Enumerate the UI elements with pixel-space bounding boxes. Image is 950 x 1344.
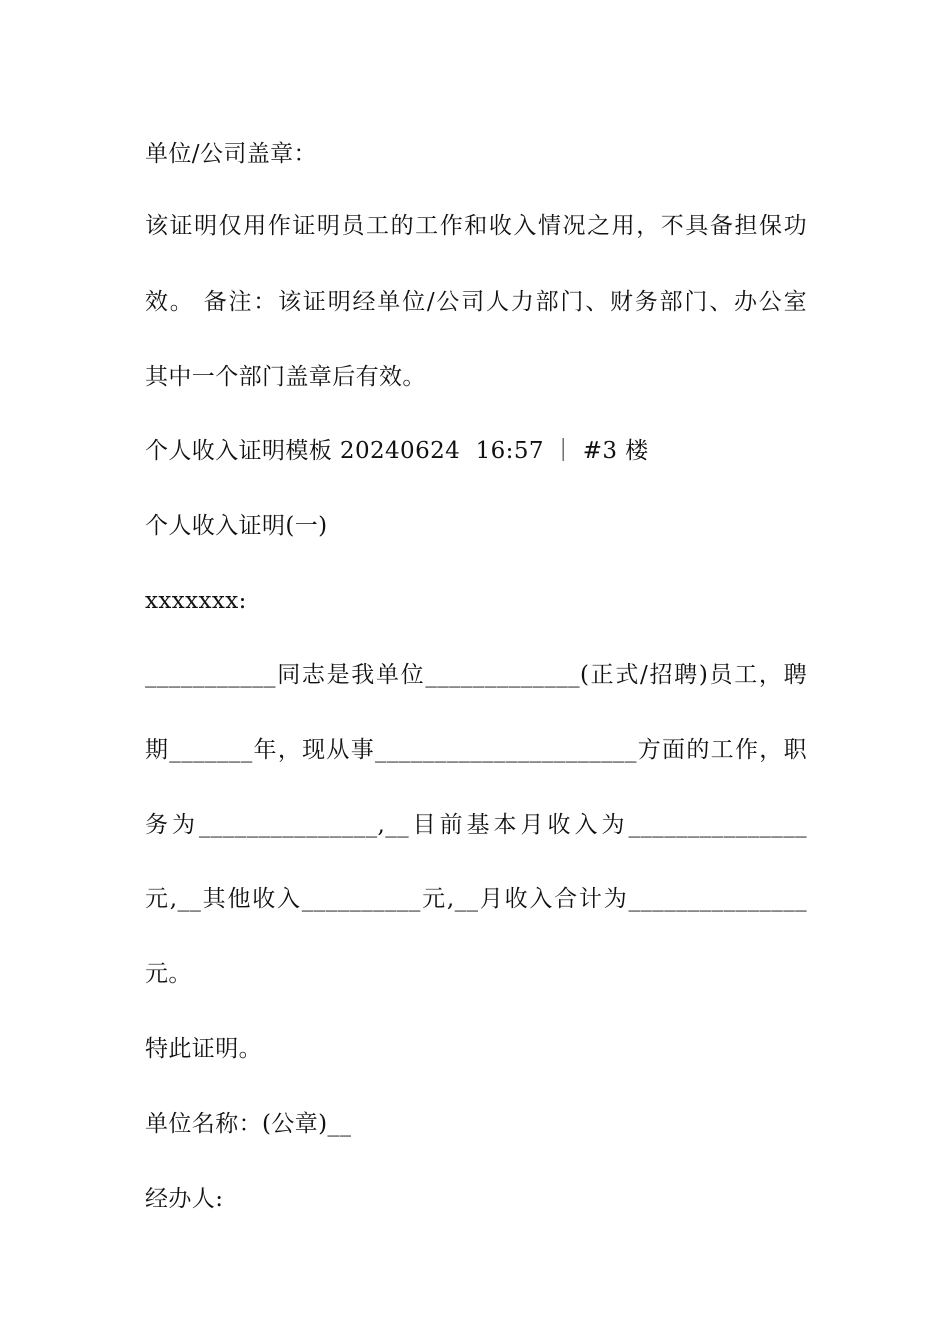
handler-field: 经办人: — [145, 1186, 224, 1212]
disclaimer-line-3: 其中一个部门盖章后有效。 — [145, 364, 426, 390]
company-seal-label: 单位/公司盖章： — [145, 141, 317, 167]
body-line-4: 元,__其他收入__________元,__月收入合计为_______________ — [145, 886, 807, 912]
disclaimer-line-1: 该证明仅用作证明员工的工作和收入情况之用，不具备担保功 — [145, 213, 807, 239]
body-line-5: 元。 — [145, 961, 192, 987]
body-line-1: ___________同志是我单位_____________(正式/招聘)员工，聘 — [145, 662, 807, 688]
addressee: xxxxxxx: — [145, 588, 247, 614]
post-header-line: 个人收入证明模板 20240624 16:57 ｜ #3 楼 — [145, 438, 649, 464]
company-name-field: 单位名称：(公章)__ — [145, 1111, 352, 1137]
body-line-3: 务为_______________,__目前基本月收入为_______________ — [145, 812, 807, 838]
certification-statement: 特此证明。 — [145, 1036, 262, 1062]
section-title: 个人收入证明(一) — [145, 513, 328, 539]
body-line-2: 期_______年，现从事______________________方面的工作，职 — [145, 737, 807, 763]
disclaimer-line-2: 效。 备注：该证明经单位/公司人力部门、财务部门、办公室 — [145, 289, 807, 315]
